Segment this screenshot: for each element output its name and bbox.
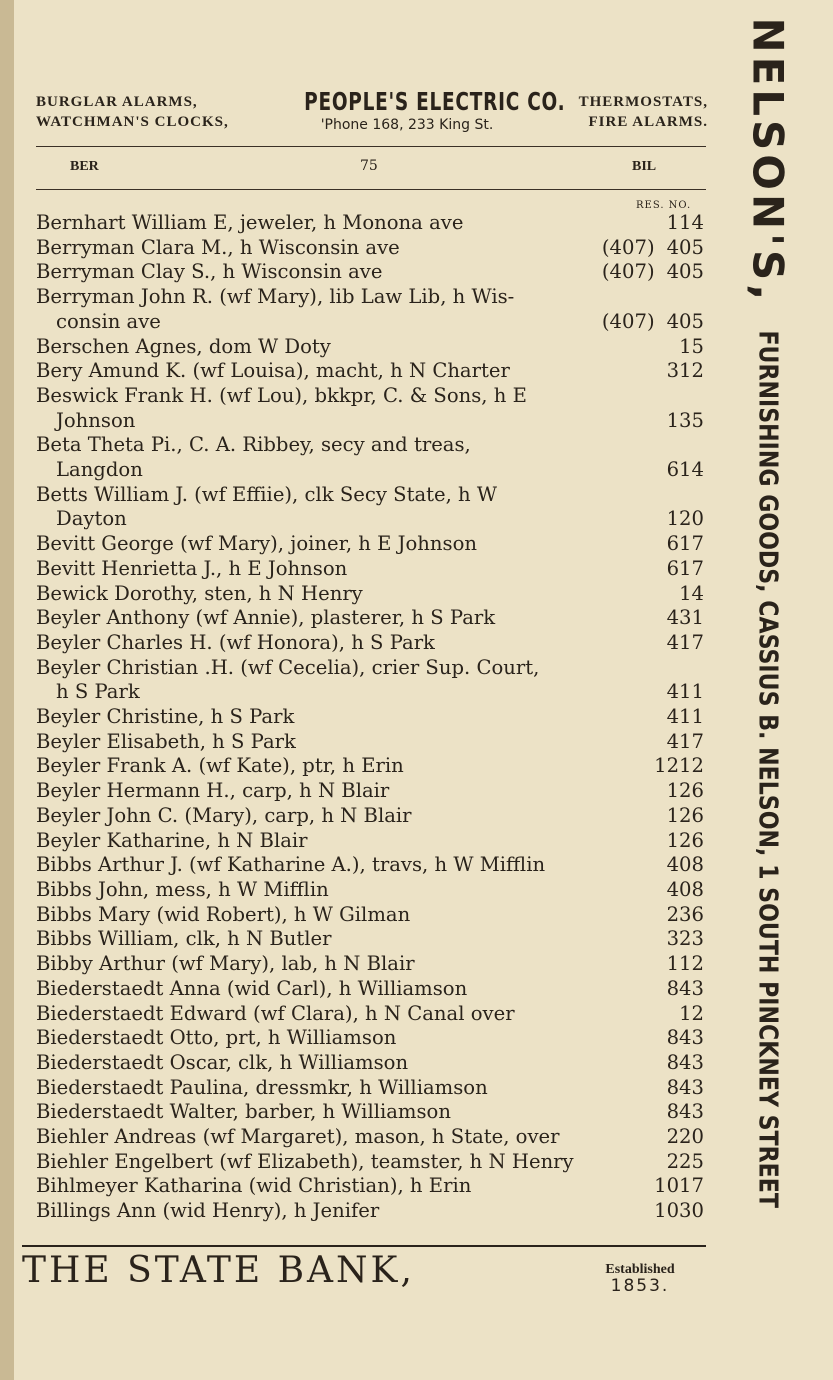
- header-right-ad: [552, 92, 708, 132]
- entry-phone: (407): [601, 309, 655, 333]
- entry-residence-number: 1017: [654, 1174, 704, 1198]
- entry-name: Biederstaedt Anna (wid Carl), h Williamson: [36, 976, 468, 1000]
- entry-residence-number: 405: [666, 260, 704, 284]
- entry-name: Billings Ann (wid Henry), h Jenifer: [36, 1199, 380, 1223]
- entry-name: Biehler Andreas (wf Margaret), mason, h State, over: [36, 1125, 560, 1149]
- company-name: PEOPLE'S ELECTRIC CO.: [304, 87, 566, 116]
- entry-name: Beyler John C. (Mary), carp, h N Blair: [36, 803, 412, 827]
- entry-residence-number: 112: [666, 952, 704, 976]
- directory-entry: [36, 829, 704, 854]
- entry-residence-number: 843: [666, 1050, 704, 1074]
- entry-name: Biederstaedt Oscar, clk, h Williamson: [36, 1050, 409, 1074]
- entry-residence-number: 417: [666, 729, 704, 753]
- entry-residence-number: 114: [666, 211, 704, 234]
- entry-name: Beswick Frank H. (wf Lou), bkkpr, C. & Sons, h E: [36, 383, 527, 407]
- directory-entry: [36, 927, 704, 952]
- directory-entry: [36, 804, 704, 829]
- footer-established: [590, 1262, 690, 1294]
- directory-entry: [36, 656, 704, 705]
- directory-entry: [36, 260, 704, 285]
- entry-name: Bery Amund K. (wf Louisa), macht, h N Charter: [36, 359, 510, 383]
- entry-residence-number: 617: [666, 556, 704, 580]
- directory-entry: [36, 977, 704, 1002]
- entry-residence-number: 408: [666, 853, 704, 877]
- header-right-line2: FIRE ALARMS.: [588, 114, 708, 130]
- entry-residence-number: 408: [666, 877, 704, 901]
- entry-residence-number: 405: [666, 235, 704, 259]
- entry-residence-number: 126: [666, 828, 704, 852]
- directory-entry: [36, 557, 704, 582]
- directory-entry: [36, 779, 704, 804]
- entry-name: Bevitt George (wf Mary), joiner, h E Johnson: [36, 532, 478, 556]
- entry-name: Beyler Anthony (wf Annie), plasterer, h S Park: [36, 606, 496, 630]
- entry-residence-number: 614: [666, 458, 704, 482]
- directory-entry: [36, 1150, 704, 1175]
- entry-name: Berschen Agnes, dom W Doty: [36, 334, 331, 358]
- side-ad-tagline: FURNISHING GOODS, CASSIUS B. NELSON, 1 SOUTH PINCKNEY STREET: [753, 330, 783, 1208]
- directory-entry: [36, 211, 704, 236]
- entry-name: Biederstaedt Paulina, dressmkr, h Williamson: [36, 1075, 488, 1099]
- directory-entry: [36, 532, 704, 557]
- entry-name: Biederstaedt Edward (wf Clara), h N Canal over: [36, 1001, 515, 1025]
- entry-residence-number: 126: [666, 803, 704, 827]
- directory-entry: [36, 730, 704, 755]
- directory-entry: [36, 433, 704, 482]
- entry-residence-number: 1030: [654, 1199, 704, 1223]
- page-binding-edge: [0, 0, 14, 1380]
- entry-name: Beta Theta Pi., C. A. Ribbey, secy and treas,: [36, 433, 471, 457]
- directory-entry: [36, 285, 704, 334]
- running-head-left: BER: [70, 159, 99, 174]
- entry-residence-number: 312: [666, 359, 704, 383]
- entry-residence-number: 126: [666, 779, 704, 803]
- entry-residence-number: 411: [666, 680, 704, 704]
- entry-residence-number: 843: [666, 1100, 704, 1124]
- directory-entry: [36, 952, 704, 977]
- entry-residence-number: 220: [666, 1125, 704, 1149]
- entry-residence-number: 843: [666, 976, 704, 1000]
- entry-continuation: Langdon: [56, 458, 143, 482]
- entry-name: Beyler Katharine, h N Blair: [36, 828, 308, 852]
- entry-name: Bibbs Mary (wid Robert), h W Gilman: [36, 902, 411, 926]
- entry-continuation: Johnson: [56, 408, 136, 432]
- directory-entry: [36, 236, 704, 261]
- entry-name: Berryman Clara M., h Wisconsin ave: [36, 235, 400, 259]
- entry-name: Bibby Arthur (wf Mary), lab, h N Blair: [36, 952, 415, 976]
- entry-name: Beyler Hermann H., carp, h N Blair: [36, 779, 390, 803]
- entry-residence-number: 323: [666, 927, 704, 951]
- directory-entry: [36, 754, 704, 779]
- directory-entry: [36, 606, 704, 631]
- entry-continuation: h S Park: [56, 680, 140, 704]
- entry-name: Beyler Christine, h S Park: [36, 705, 295, 729]
- entry-name: Beyler Elisabeth, h S Park: [36, 729, 296, 753]
- entry-phone: (407): [601, 235, 655, 259]
- directory-entry: [36, 1100, 704, 1125]
- header-rule: [36, 146, 706, 147]
- residence-number-label: RES. NO.: [636, 200, 692, 211]
- entry-residence-number: 15: [679, 334, 704, 358]
- entry-residence-number: 617: [666, 532, 704, 556]
- directory-entry: [36, 384, 704, 433]
- directory-entry: [36, 1002, 704, 1027]
- directory-entry: [36, 878, 704, 903]
- entry-residence-number: 120: [666, 507, 704, 531]
- footer-bank-name: THE STATE BANK,: [22, 1250, 415, 1291]
- directory-entry: [36, 853, 704, 878]
- entry-name: Betts William J. (wf Effiie), clk Secy State, h W: [36, 482, 498, 506]
- directory-entry: [36, 1174, 704, 1199]
- entry-name: Bibbs John, mess, h W Mifflin: [36, 877, 329, 901]
- header-left-line1: BURGLAR ALARMS,: [36, 94, 198, 110]
- footer-established-year: 1853.: [610, 1276, 670, 1296]
- entry-name: Bevitt Henrietta J., h E Johnson: [36, 556, 348, 580]
- entry-name: Bewick Dorothy, sten, h N Henry: [36, 581, 363, 605]
- directory-entry: [36, 1199, 704, 1224]
- entry-residence-number: 405: [666, 309, 704, 333]
- entry-name: Beyler Christian .H. (wf Cecelia), crier Sup. Court,: [36, 655, 540, 679]
- directory-entries: [36, 211, 704, 1224]
- directory-entry: [36, 359, 704, 384]
- directory-entry: [36, 631, 704, 656]
- header-left-line2: WATCHMAN'S CLOCKS,: [36, 114, 229, 130]
- entry-continuation: Dayton: [56, 507, 127, 531]
- directory-entry: [36, 1125, 704, 1150]
- running-head-rule: [36, 189, 706, 190]
- entry-residence-number: 1212: [654, 754, 704, 778]
- entry-name: Bernhart William E, jeweler, h Monona ave: [36, 211, 464, 234]
- directory-entry: [36, 705, 704, 730]
- entry-phone: (407): [601, 260, 655, 284]
- company-phone-address: 'Phone 168, 233 King St.: [320, 117, 494, 133]
- entry-name: Bibbs Arthur J. (wf Katharine A.), travs, h W Mifflin: [36, 853, 546, 877]
- directory-entry: [36, 1076, 704, 1101]
- directory-entry: [36, 1051, 704, 1076]
- entry-residence-number: 14: [679, 581, 704, 605]
- entry-residence-number: 236: [666, 902, 704, 926]
- directory-entry: [36, 903, 704, 928]
- footer-rule: [22, 1245, 706, 1247]
- entry-residence-number: 431: [666, 606, 704, 630]
- entry-name: Bihlmeyer Katharina (wid Christian), h Erin: [36, 1174, 472, 1198]
- entry-residence-number: 135: [666, 408, 704, 432]
- directory-entry: [36, 483, 704, 532]
- entry-name: Berryman Clay S., h Wisconsin ave: [36, 260, 383, 284]
- footer-established-label: Established: [605, 1262, 675, 1277]
- entry-name: Biederstaedt Walter, barber, h Williamson: [36, 1100, 451, 1124]
- header-right-line1: THERMOSTATS,: [578, 94, 708, 110]
- entry-name: Berryman John R. (wf Mary), lib Law Lib, h Wis-: [36, 285, 515, 309]
- entry-residence-number: 843: [666, 1026, 704, 1050]
- entry-residence-number: 843: [666, 1075, 704, 1099]
- directory-entry: [36, 582, 704, 607]
- entry-name: Bibbs William, clk, h N Butler: [36, 927, 332, 951]
- entry-residence-number: 411: [666, 705, 704, 729]
- entry-residence-number: 12: [679, 1001, 704, 1025]
- header-center-ad: [268, 87, 566, 134]
- directory-entry: [36, 1026, 704, 1051]
- header-left-ad: [36, 92, 229, 132]
- entry-residence-number: 225: [666, 1149, 704, 1173]
- entry-name: Beyler Charles H. (wf Honora), h S Park: [36, 630, 435, 654]
- entry-name: Biehler Engelbert (wf Elizabeth), teamster, h N Henry: [36, 1149, 574, 1173]
- side-ad-brand: NELSON'S,: [743, 17, 793, 305]
- page-number: 75: [360, 158, 378, 174]
- entry-continuation: consin ave: [56, 309, 161, 333]
- entry-name: Biederstaedt Otto, prt, h Williamson: [36, 1026, 397, 1050]
- entry-name: Beyler Frank A. (wf Kate), ptr, h Erin: [36, 754, 404, 778]
- running-head-right: BIL: [632, 159, 657, 174]
- directory-entry: [36, 335, 704, 360]
- entry-residence-number: 417: [666, 630, 704, 654]
